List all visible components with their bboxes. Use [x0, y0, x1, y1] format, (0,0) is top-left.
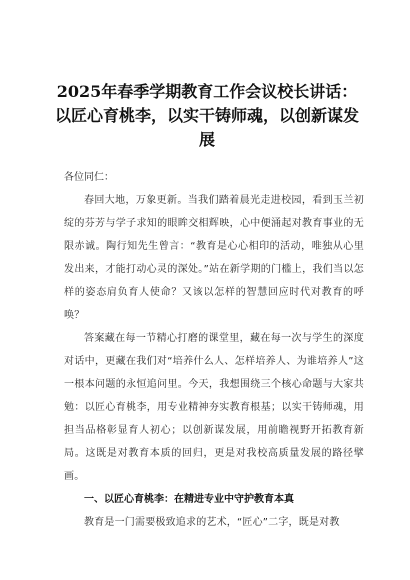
- salutation: 各位同仁：: [64, 172, 114, 183]
- section-heading-1: 一、以匠心育桃李：在精进专业中守护教育本真: [84, 494, 294, 505]
- paragraph-opening: 春回大地，万象更新。当我们踏着晨光走进校园，看到玉兰初绽的芬芳与学子求知的眼眸交相辉映，心中便涌起对教育事业的无限赤诚。陶行知先生曾言：“教育是心心相印的活动，唯独从心里发出来，才能打动心灵的深处。”站在新学期的门槛上，我们当以怎样的姿态肩负育人使命？又该以怎样的智慧回应时代对教育的呼唤？: [64, 195, 364, 321]
- document-title: 2025年春季学期教育工作会议校长讲话：以匠心育桃李，以实干铸师魂，以创新谋发展: [54, 82, 359, 149]
- paragraph-themes: 答案藏在每一节精心打磨的课堂里，藏在每一次与学生的深度对话中，更藏在我们对“培养什么人、怎样培养人、为谁培养人”这一根本问题的永恒追问里。今天，我想围绕三个核心命题与大家共勉：以匠心育桃李，用专业精神夯实教育根基；以实干铸师魂，用担当品格彰显育人初心；以创新谋发展，用前瞻视野开拓教育新局。这既是对教育本质的回归，更是对我校高质量发展的路径擘画。: [64, 333, 364, 482]
- paragraph-section-1: 教育是一门需要极致追求的艺术，“匠心”二字，既是对教: [84, 517, 340, 528]
